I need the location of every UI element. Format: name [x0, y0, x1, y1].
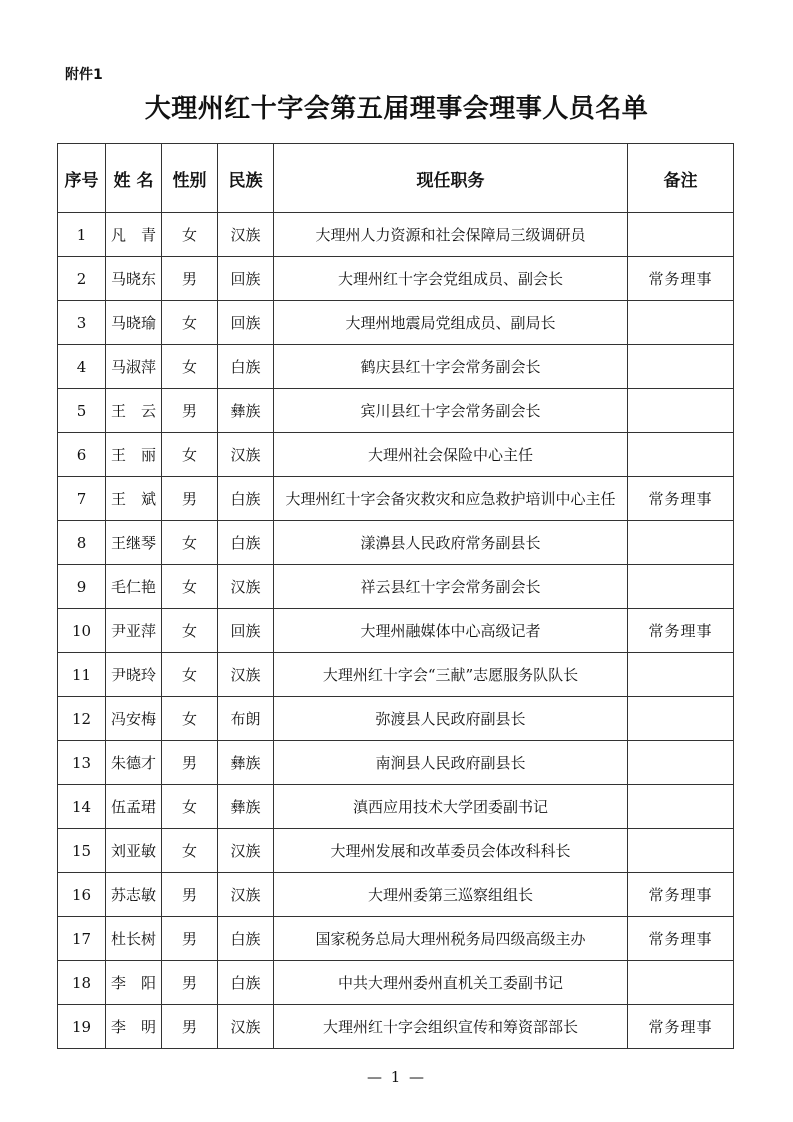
cell-no: 8: [58, 521, 106, 565]
cell-no: 17: [58, 917, 106, 961]
cell-gender: 女: [162, 653, 218, 697]
page-number: — 1 —: [366, 1068, 427, 1086]
attachment-label: 附件1: [65, 67, 103, 83]
cell-position: 大理州红十字会党组成员、副会长: [274, 257, 628, 301]
cell-no: 9: [58, 565, 106, 609]
cell-no: 18: [58, 961, 106, 1005]
cell-name: 苏志敏: [106, 873, 162, 917]
cell-gender: 女: [162, 301, 218, 345]
document-title: 大理州红十字会第五届理事会理事人员名单: [144, 94, 649, 124]
cell-no: 19: [58, 1005, 106, 1049]
table-row: [58, 785, 734, 829]
column-header-note: 备注: [628, 144, 734, 213]
cell-gender: 女: [162, 785, 218, 829]
cell-gender: 女: [162, 609, 218, 653]
table-row: [58, 301, 734, 345]
cell-ethnicity: 汉族: [218, 1005, 274, 1049]
cell-no: 4: [58, 345, 106, 389]
cell-no: 14: [58, 785, 106, 829]
cell-position: 大理州红十字会组织宣传和筹资部部长: [274, 1005, 628, 1049]
cell-name: 王 云: [106, 389, 162, 433]
cell-gender: 男: [162, 477, 218, 521]
cell-gender: 女: [162, 521, 218, 565]
table-row: [58, 565, 734, 609]
cell-name: 马晓瑜: [106, 301, 162, 345]
cell-no: 3: [58, 301, 106, 345]
cell-position: 弥渡县人民政府副县长: [274, 697, 628, 741]
cell-note: [628, 653, 734, 697]
cell-position: 大理州融媒体中心高级记者: [274, 609, 628, 653]
cell-no: 13: [58, 741, 106, 785]
cell-no: 1: [58, 213, 106, 257]
cell-note: 常务理事: [628, 609, 734, 653]
cell-ethnicity: 回族: [218, 257, 274, 301]
table-header-row: [58, 144, 734, 213]
cell-gender: 女: [162, 433, 218, 477]
cell-ethnicity: 彝族: [218, 785, 274, 829]
column-header-ethnicity: 民族: [218, 144, 274, 213]
cell-name: 尹亚萍: [106, 609, 162, 653]
cell-gender: 男: [162, 961, 218, 1005]
cell-gender: 男: [162, 389, 218, 433]
table-body: [58, 213, 734, 1049]
table-row: [58, 741, 734, 785]
cell-gender: 女: [162, 829, 218, 873]
table-row: [58, 1005, 734, 1049]
cell-position: 国家税务总局大理州税务局四级高级主办: [274, 917, 628, 961]
cell-note: 常务理事: [628, 873, 734, 917]
table-row: [58, 873, 734, 917]
cell-ethnicity: 汉族: [218, 829, 274, 873]
cell-no: 6: [58, 433, 106, 477]
cell-name: 冯安梅: [106, 697, 162, 741]
cell-ethnicity: 汉族: [218, 565, 274, 609]
cell-no: 2: [58, 257, 106, 301]
cell-position: 滇西应用技术大学团委副书记: [274, 785, 628, 829]
column-header-gender: 性别: [162, 144, 218, 213]
cell-ethnicity: 白族: [218, 345, 274, 389]
cell-name: 马晓东: [106, 257, 162, 301]
cell-name: 王 斌: [106, 477, 162, 521]
cell-note: [628, 697, 734, 741]
cell-gender: 男: [162, 873, 218, 917]
table-row: [58, 917, 734, 961]
cell-note: [628, 389, 734, 433]
table-row: [58, 697, 734, 741]
cell-ethnicity: 汉族: [218, 213, 274, 257]
cell-position: 大理州人力资源和社会保障局三级调研员: [274, 213, 628, 257]
cell-note: [628, 565, 734, 609]
cell-no: 11: [58, 653, 106, 697]
cell-note: [628, 961, 734, 1005]
cell-name: 凡 青: [106, 213, 162, 257]
cell-note: 常务理事: [628, 1005, 734, 1049]
cell-no: 12: [58, 697, 106, 741]
cell-name: 王 丽: [106, 433, 162, 477]
column-header-position: 现任职务: [274, 144, 628, 213]
cell-note: [628, 829, 734, 873]
cell-position: 鹤庆县红十字会常务副会长: [274, 345, 628, 389]
cell-position: 大理州红十字会备灾救灾和应急救护培训中心主任: [274, 477, 628, 521]
cell-no: 15: [58, 829, 106, 873]
cell-ethnicity: 汉族: [218, 873, 274, 917]
cell-position: 大理州发展和改革委员会体改科科长: [274, 829, 628, 873]
cell-position: 大理州红十字会“三献”志愿服务队队长: [274, 653, 628, 697]
cell-ethnicity: 回族: [218, 301, 274, 345]
cell-ethnicity: 彝族: [218, 741, 274, 785]
cell-gender: 女: [162, 565, 218, 609]
cell-note: 常务理事: [628, 257, 734, 301]
cell-note: [628, 785, 734, 829]
column-header-no: 序号: [58, 144, 106, 213]
cell-no: 5: [58, 389, 106, 433]
cell-note: [628, 433, 734, 477]
cell-gender: 男: [162, 257, 218, 301]
table-row: [58, 609, 734, 653]
cell-ethnicity: 白族: [218, 521, 274, 565]
cell-name: 杜长树: [106, 917, 162, 961]
cell-position: 宾川县红十字会常务副会长: [274, 389, 628, 433]
cell-position: 大理州地震局党组成员、副局长: [274, 301, 628, 345]
cell-gender: 男: [162, 1005, 218, 1049]
cell-note: [628, 345, 734, 389]
cell-ethnicity: 汉族: [218, 653, 274, 697]
cell-position: 大理州委第三巡察组组长: [274, 873, 628, 917]
table-row: [58, 521, 734, 565]
cell-note: [628, 213, 734, 257]
cell-gender: 女: [162, 213, 218, 257]
cell-name: 刘亚敏: [106, 829, 162, 873]
member-table: [57, 143, 734, 1049]
cell-ethnicity: 回族: [218, 609, 274, 653]
cell-ethnicity: 彝族: [218, 389, 274, 433]
cell-name: 尹晓玲: [106, 653, 162, 697]
cell-ethnicity: 白族: [218, 961, 274, 1005]
cell-ethnicity: 汉族: [218, 433, 274, 477]
cell-gender: 男: [162, 741, 218, 785]
cell-position: 大理州社会保险中心主任: [274, 433, 628, 477]
cell-no: 10: [58, 609, 106, 653]
cell-gender: 女: [162, 697, 218, 741]
cell-gender: 女: [162, 345, 218, 389]
cell-position: 中共大理州委州直机关工委副书记: [274, 961, 628, 1005]
table-row: [58, 345, 734, 389]
cell-note: 常务理事: [628, 477, 734, 521]
table-row: [58, 961, 734, 1005]
cell-note: [628, 741, 734, 785]
cell-name: 马淑萍: [106, 345, 162, 389]
cell-name: 李 阳: [106, 961, 162, 1005]
cell-no: 16: [58, 873, 106, 917]
table-row: [58, 477, 734, 521]
cell-gender: 男: [162, 917, 218, 961]
cell-ethnicity: 白族: [218, 917, 274, 961]
cell-position: 祥云县红十字会常务副会长: [274, 565, 628, 609]
cell-ethnicity: 布朗: [218, 697, 274, 741]
table-row: [58, 389, 734, 433]
cell-note: [628, 521, 734, 565]
table-row: [58, 653, 734, 697]
cell-position: 漾濞县人民政府常务副县长: [274, 521, 628, 565]
cell-ethnicity: 白族: [218, 477, 274, 521]
column-header-name: 姓 名: [106, 144, 162, 213]
cell-name: 朱德才: [106, 741, 162, 785]
cell-name: 李 明: [106, 1005, 162, 1049]
cell-name: 毛仁艳: [106, 565, 162, 609]
cell-no: 7: [58, 477, 106, 521]
cell-position: 南涧县人民政府副县长: [274, 741, 628, 785]
cell-note: 常务理事: [628, 917, 734, 961]
table-row: [58, 213, 734, 257]
table-row: [58, 829, 734, 873]
cell-name: 王继琴: [106, 521, 162, 565]
cell-name: 伍孟珺: [106, 785, 162, 829]
table-row: [58, 433, 734, 477]
table-row: [58, 257, 734, 301]
cell-note: [628, 301, 734, 345]
